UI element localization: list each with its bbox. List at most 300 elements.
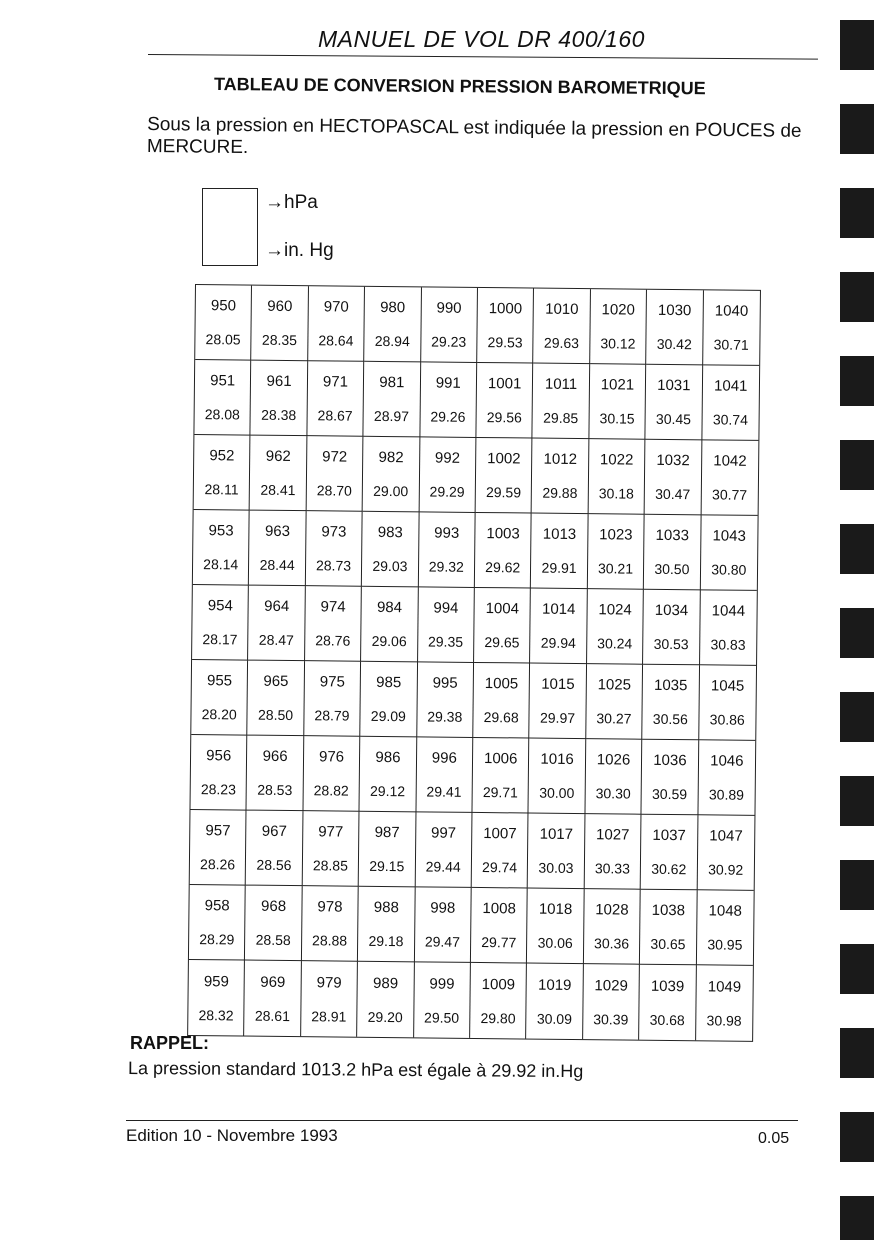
hpa-value: 965	[263, 672, 289, 691]
table-cell	[245, 961, 302, 1037]
inhg-value: 30.86	[709, 711, 745, 728]
table-cell	[193, 510, 250, 586]
edition-label: Edition 10 - Novembre 1993	[126, 1126, 338, 1145]
table-cell	[416, 737, 473, 813]
hpa-value: 1010	[545, 300, 579, 319]
hpa-value: 1033	[655, 527, 690, 545]
inhg-value: 29.94	[540, 634, 576, 651]
hpa-value: 963	[264, 522, 291, 541]
hpa-value: 1037	[652, 827, 686, 845]
table-cell	[189, 885, 246, 961]
inhg-value: 29.68	[483, 708, 519, 726]
table-cell	[476, 363, 533, 439]
intro-text: Sous la pression en HECTOPASCAL est indiquée la pression en POUCES de MERCURE.	[146, 114, 802, 159]
hpa-value: 1031	[657, 377, 691, 395]
inhg-value: 29.88	[542, 484, 578, 501]
hpa-value: 1019	[537, 976, 572, 994]
inhg-value: 30.39	[593, 1010, 629, 1028]
hpa-value: 990	[436, 299, 462, 318]
hpa-value: 1036	[653, 752, 687, 770]
hpa-value: 955	[206, 672, 233, 690]
inhg-value: 30.24	[597, 634, 633, 652]
hpa-value: 1004	[485, 600, 520, 618]
page-number: 0.05	[758, 1130, 790, 1147]
hpa-value: 1016	[540, 750, 574, 769]
table-cell	[700, 515, 757, 591]
hpa-value: 1001	[487, 375, 522, 393]
table-cell	[364, 287, 421, 363]
inhg-value: 30.00	[539, 784, 575, 801]
inhg-value: 28.38	[261, 406, 297, 423]
header-divider	[148, 54, 818, 60]
inhg-value: 28.23	[200, 780, 237, 798]
inhg-value: 28.41	[260, 481, 296, 498]
inhg-value: 30.56	[652, 710, 688, 727]
table-title: TABLEAU DE CONVERSION PRESSION BAROMETRIQUE	[213, 74, 706, 99]
table-cell	[246, 811, 303, 887]
hpa-value: 966	[262, 747, 288, 766]
table-cell	[476, 438, 533, 514]
table-cell	[420, 362, 477, 438]
table-cell	[357, 962, 414, 1038]
hpa-value: 1048	[708, 902, 743, 921]
inhg-value: 29.59	[485, 483, 522, 501]
inhg-value: 29.80	[480, 1009, 516, 1026]
hpa-value: 1045	[710, 677, 745, 696]
hpa-value: 1013	[542, 525, 577, 544]
conversion-table	[187, 284, 761, 1042]
inhg-value: 29.97	[539, 709, 576, 726]
inhg-value: 28.82	[313, 782, 349, 799]
inhg-value: 30.15	[599, 409, 635, 427]
table-cell	[699, 665, 756, 741]
inhg-value: 29.38	[427, 708, 463, 725]
inhg-value: 29.41	[426, 783, 462, 800]
hpa-value: 1030	[657, 302, 692, 320]
inhg-value: 28.91	[311, 1007, 347, 1025]
table-cell	[646, 290, 703, 366]
hpa-value: 1023	[599, 526, 633, 544]
hpa-value: 1006	[483, 750, 518, 768]
hpa-value: 962	[265, 448, 291, 466]
table-cell	[417, 662, 474, 738]
hpa-value: 967	[261, 822, 287, 841]
hpa-value: 968	[260, 897, 287, 916]
inhg-value: 29.15	[369, 857, 405, 874]
inhg-value: 28.20	[201, 705, 237, 723]
legend-box	[202, 188, 258, 266]
hpa-value: 1020	[601, 301, 636, 319]
inhg-value: 29.62	[485, 558, 521, 576]
table-cell	[194, 360, 251, 436]
hpa-value: 1035	[653, 677, 688, 695]
inhg-value: 29.06	[371, 632, 407, 649]
inhg-value: 30.71	[713, 336, 749, 353]
inhg-value: 28.56	[256, 856, 292, 873]
hpa-value: 1011	[544, 375, 578, 394]
table-cell	[359, 812, 416, 888]
table-cell	[472, 738, 529, 814]
inhg-value: 29.77	[481, 933, 517, 951]
table-cell	[534, 289, 591, 365]
hpa-value: 978	[317, 898, 343, 916]
table-cell	[248, 661, 305, 737]
hpa-value: 1000	[488, 300, 523, 318]
table-cell	[358, 887, 415, 963]
inhg-value: 29.50	[424, 1008, 460, 1026]
inhg-value: 29.63	[543, 334, 580, 351]
hpa-value: 979	[316, 973, 342, 992]
table-cell	[474, 588, 531, 664]
inhg-value: 28.94	[374, 332, 410, 350]
table-cell	[702, 365, 759, 441]
hpa-value: 1041	[713, 377, 748, 396]
hpa-value: 1012	[543, 450, 578, 469]
table-cell	[588, 514, 645, 590]
hpa-value: 991	[435, 374, 461, 393]
hpa-value: 996	[431, 749, 457, 768]
hpa-value: 1022	[599, 451, 634, 469]
inhg-value: 30.03	[538, 859, 574, 876]
hpa-value: 1034	[654, 602, 689, 620]
hpa-value: 977	[318, 823, 344, 841]
inhg-value: 29.74	[482, 858, 518, 876]
table-cell	[584, 889, 641, 965]
inhg-value: 28.97	[373, 407, 410, 424]
hpa-value: 1025	[597, 676, 632, 694]
hpa-value: 964	[264, 597, 290, 616]
table-cell	[415, 812, 472, 888]
table-cell	[473, 663, 530, 739]
inhg-value: 30.33	[594, 859, 631, 877]
table-cell	[530, 664, 587, 740]
inhg-value: 29.12	[369, 782, 406, 799]
hpa-value: 1017	[539, 825, 574, 844]
hpa-value: 1027	[595, 826, 630, 844]
hpa-value: 1040	[714, 302, 749, 321]
hpa-value: 998	[430, 899, 456, 918]
inhg-value: 28.58	[255, 931, 291, 948]
inhg-value: 29.35	[427, 633, 464, 650]
table-cell	[195, 285, 252, 361]
inhg-value: 28.32	[198, 1006, 234, 1023]
hpa-value: 953	[208, 522, 234, 540]
table-cell	[696, 890, 753, 966]
inhg-value: 29.00	[373, 482, 409, 499]
table-cell	[302, 886, 359, 962]
table-cell	[642, 665, 699, 741]
hpa-value: 959	[203, 972, 229, 990]
inhg-value: 30.65	[650, 935, 686, 952]
table-cell	[640, 890, 697, 966]
inhg-value: 29.56	[486, 408, 522, 426]
hpa-value: 973	[321, 523, 347, 541]
inhg-value: 30.62	[651, 860, 687, 877]
inhg-value: 28.29	[199, 930, 235, 948]
hpa-value: 1042	[713, 452, 747, 471]
inhg-value: 30.83	[710, 636, 746, 653]
inhg-value: 30.47	[655, 485, 691, 502]
hpa-value: 1015	[541, 675, 575, 694]
table-cell	[418, 587, 475, 663]
inhg-value: 28.76	[315, 632, 351, 649]
inhg-value: 28.70	[316, 482, 352, 499]
inhg-value: 30.45	[655, 410, 692, 427]
inhg-value: 28.79	[314, 707, 350, 724]
table-cell	[701, 440, 758, 516]
inhg-value: 28.26	[200, 855, 236, 873]
table-cell	[583, 964, 640, 1040]
hpa-value: 984	[376, 599, 403, 617]
table-cell	[362, 512, 419, 588]
rappel-text: La pression standard 1013.2 hPa est égale à 29.92 in.Hg	[127, 1058, 584, 1082]
table-cell	[194, 435, 251, 511]
hpa-value: 1024	[598, 601, 632, 619]
hpa-value: 993	[434, 524, 460, 543]
table-cell	[587, 589, 644, 665]
table-cell	[696, 965, 753, 1041]
table-cell	[588, 439, 645, 515]
manual-title: MANUEL DE VOL DR 400/160	[318, 26, 645, 52]
table-cell	[700, 590, 757, 666]
inhg-value: 29.18	[368, 932, 404, 949]
inhg-value: 29.23	[431, 333, 467, 350]
inhg-value: 28.05	[205, 330, 241, 348]
hpa-value: 999	[429, 974, 455, 993]
hpa-value: 958	[204, 897, 230, 915]
hpa-value: 1039	[650, 977, 685, 995]
table-cell	[250, 436, 307, 512]
table-cell	[301, 961, 358, 1037]
inhg-value: 28.44	[259, 556, 295, 573]
inhg-value: 29.47	[424, 933, 461, 950]
table-cell	[697, 815, 754, 891]
table-cell	[245, 886, 302, 962]
hpa-value: 989	[372, 974, 399, 992]
hpa-value: 1005	[484, 675, 519, 693]
hpa-value: 975	[319, 673, 345, 691]
table-cell	[531, 514, 588, 590]
hpa-value: 961	[266, 373, 292, 391]
inhg-value: 30.27	[596, 709, 632, 727]
hpa-value: 970	[323, 298, 349, 316]
inhg-value: 30.42	[656, 335, 692, 352]
table-cell	[642, 740, 699, 816]
inhg-value: 30.59	[651, 785, 688, 802]
inhg-value: 30.30	[595, 784, 631, 802]
hpa-value: 974	[320, 598, 346, 616]
hpa-value: 1028	[595, 901, 629, 919]
inhg-value: 30.06	[537, 934, 573, 951]
hpa-value: 954	[207, 597, 233, 615]
table-cell	[190, 735, 247, 811]
hpa-value: 995	[432, 674, 458, 693]
table-cell	[248, 586, 305, 662]
table-cell	[475, 513, 532, 589]
hpa-value: 1021	[600, 376, 635, 394]
table-cell	[589, 364, 646, 440]
inhg-value: 29.03	[372, 557, 408, 574]
table-cell	[528, 814, 585, 890]
inhg-value: 28.73	[315, 557, 352, 574]
table-cell	[306, 436, 363, 512]
hpa-value: 1032	[656, 452, 690, 470]
inhg-value: 30.18	[598, 484, 634, 502]
hpa-value: 983	[377, 524, 403, 542]
hpa-value: 992	[434, 449, 461, 468]
hpa-value: 1009	[481, 975, 516, 993]
table-cell	[527, 889, 584, 965]
table-cell	[249, 511, 306, 587]
table-cell	[252, 286, 309, 362]
inhg-value: 28.47	[258, 631, 294, 648]
legend-hpa-label: →hPa	[265, 192, 318, 213]
inhg-value: 30.80	[711, 561, 747, 578]
table-cell	[188, 960, 245, 1036]
inhg-value: 30.95	[707, 936, 743, 953]
hpa-value: 986	[375, 749, 401, 767]
table-cell	[419, 437, 476, 513]
table-cell	[304, 661, 361, 737]
hpa-value: 1002	[487, 450, 521, 468]
hpa-value: 1046	[710, 752, 744, 771]
table-cell	[532, 439, 589, 515]
legend-inhg-label: →in. Hg	[265, 240, 334, 261]
table-cell	[645, 440, 702, 516]
table-cell	[302, 811, 359, 887]
inhg-value: 30.92	[708, 861, 744, 878]
inhg-value: 30.74	[712, 411, 749, 428]
hpa-value: 956	[206, 747, 232, 765]
table-cell	[584, 814, 641, 890]
table-cell	[643, 590, 700, 666]
hpa-value: 1047	[709, 827, 743, 846]
footer-divider	[126, 1120, 798, 1121]
hpa-value: 1014	[541, 600, 576, 619]
inhg-value: 29.71	[482, 783, 518, 801]
table-cell	[698, 740, 755, 816]
inhg-value: 29.20	[367, 1008, 403, 1025]
table-cell	[305, 586, 362, 662]
table-cell	[363, 437, 420, 513]
inhg-value: 30.89	[708, 786, 745, 803]
inhg-value: 30.12	[600, 334, 636, 352]
hpa-value: 985	[376, 674, 402, 692]
inhg-value: 29.91	[541, 559, 577, 576]
inhg-value: 28.14	[203, 555, 239, 573]
table-cell	[529, 739, 586, 815]
table-cell	[421, 287, 478, 363]
inhg-value: 30.36	[594, 934, 630, 952]
table-cell	[361, 587, 418, 663]
inhg-value: 30.09	[536, 1010, 573, 1027]
table-cell	[470, 963, 527, 1039]
inhg-value: 28.88	[312, 932, 348, 949]
table-cell	[590, 289, 647, 365]
table-cell	[307, 361, 364, 437]
hpa-value: 960	[267, 298, 293, 316]
inhg-value: 28.08	[204, 405, 240, 423]
spiral-binding-edge	[840, 0, 874, 1240]
table-cell	[527, 964, 584, 1040]
rappel-label: RAPPEL:	[130, 1033, 210, 1053]
inhg-value: 30.53	[653, 635, 689, 652]
hpa-value: 982	[378, 449, 404, 467]
hpa-value: 951	[210, 372, 236, 390]
inhg-value: 28.11	[204, 480, 239, 498]
hpa-value: 971	[322, 373, 349, 391]
hpa-value: 1007	[483, 825, 517, 843]
inhg-value: 29.32	[428, 558, 464, 575]
inhg-value: 28.50	[257, 706, 294, 723]
table-cell	[418, 512, 475, 588]
inhg-value: 28.61	[254, 1007, 291, 1024]
table-cell	[414, 962, 471, 1038]
inhg-value: 29.29	[429, 483, 465, 500]
inhg-value: 29.26	[430, 408, 466, 425]
hpa-value: 1049	[707, 977, 742, 996]
hpa-value: 969	[260, 973, 286, 991]
hpa-value: 1003	[486, 525, 520, 543]
table-cell	[471, 888, 528, 964]
inhg-value: 28.17	[202, 630, 238, 648]
inhg-value: 30.98	[706, 1011, 742, 1029]
hpa-value: 957	[205, 822, 231, 840]
hpa-value: 1029	[594, 976, 628, 995]
inhg-value: 28.64	[318, 332, 354, 349]
table-cell	[190, 810, 247, 886]
hpa-value: 1038	[651, 902, 686, 920]
inhg-value: 29.65	[484, 633, 520, 651]
hpa-value: 981	[379, 374, 405, 392]
table-cell	[644, 515, 701, 591]
table-cell	[641, 815, 698, 891]
inhg-value: 28.67	[317, 407, 353, 424]
inhg-value: 29.85	[543, 409, 579, 426]
hpa-value: 952	[209, 447, 235, 465]
hpa-value: 997	[430, 824, 457, 843]
hpa-value: 1018	[538, 900, 573, 919]
hpa-value: 988	[373, 899, 399, 917]
hpa-value: 994	[433, 599, 459, 618]
hpa-value: 972	[322, 448, 348, 466]
inhg-value: 30.68	[649, 1011, 685, 1028]
hpa-value: 980	[380, 299, 406, 317]
table-cell	[247, 736, 304, 812]
hpa-value: 950	[210, 297, 237, 315]
table-cell	[191, 660, 248, 736]
inhg-value: 30.77	[712, 486, 748, 503]
table-cell	[703, 290, 760, 366]
hpa-value: 1043	[712, 527, 746, 546]
hpa-value: 1026	[596, 751, 631, 769]
hpa-value: 976	[318, 748, 345, 766]
table-cell	[360, 662, 417, 738]
inhg-value: 29.44	[425, 858, 461, 875]
table-cell	[472, 813, 529, 889]
table-cell	[308, 286, 365, 362]
hpa-value: 1008	[482, 900, 516, 918]
inhg-value: 30.50	[654, 560, 690, 577]
table-cell	[533, 364, 590, 440]
table-cell	[360, 737, 417, 813]
hpa-value: 1044	[711, 602, 746, 621]
table-cell	[415, 887, 472, 963]
table-cell	[586, 664, 643, 740]
table-cell	[477, 288, 534, 364]
table-cell	[639, 965, 696, 1041]
table-cell	[585, 739, 642, 815]
